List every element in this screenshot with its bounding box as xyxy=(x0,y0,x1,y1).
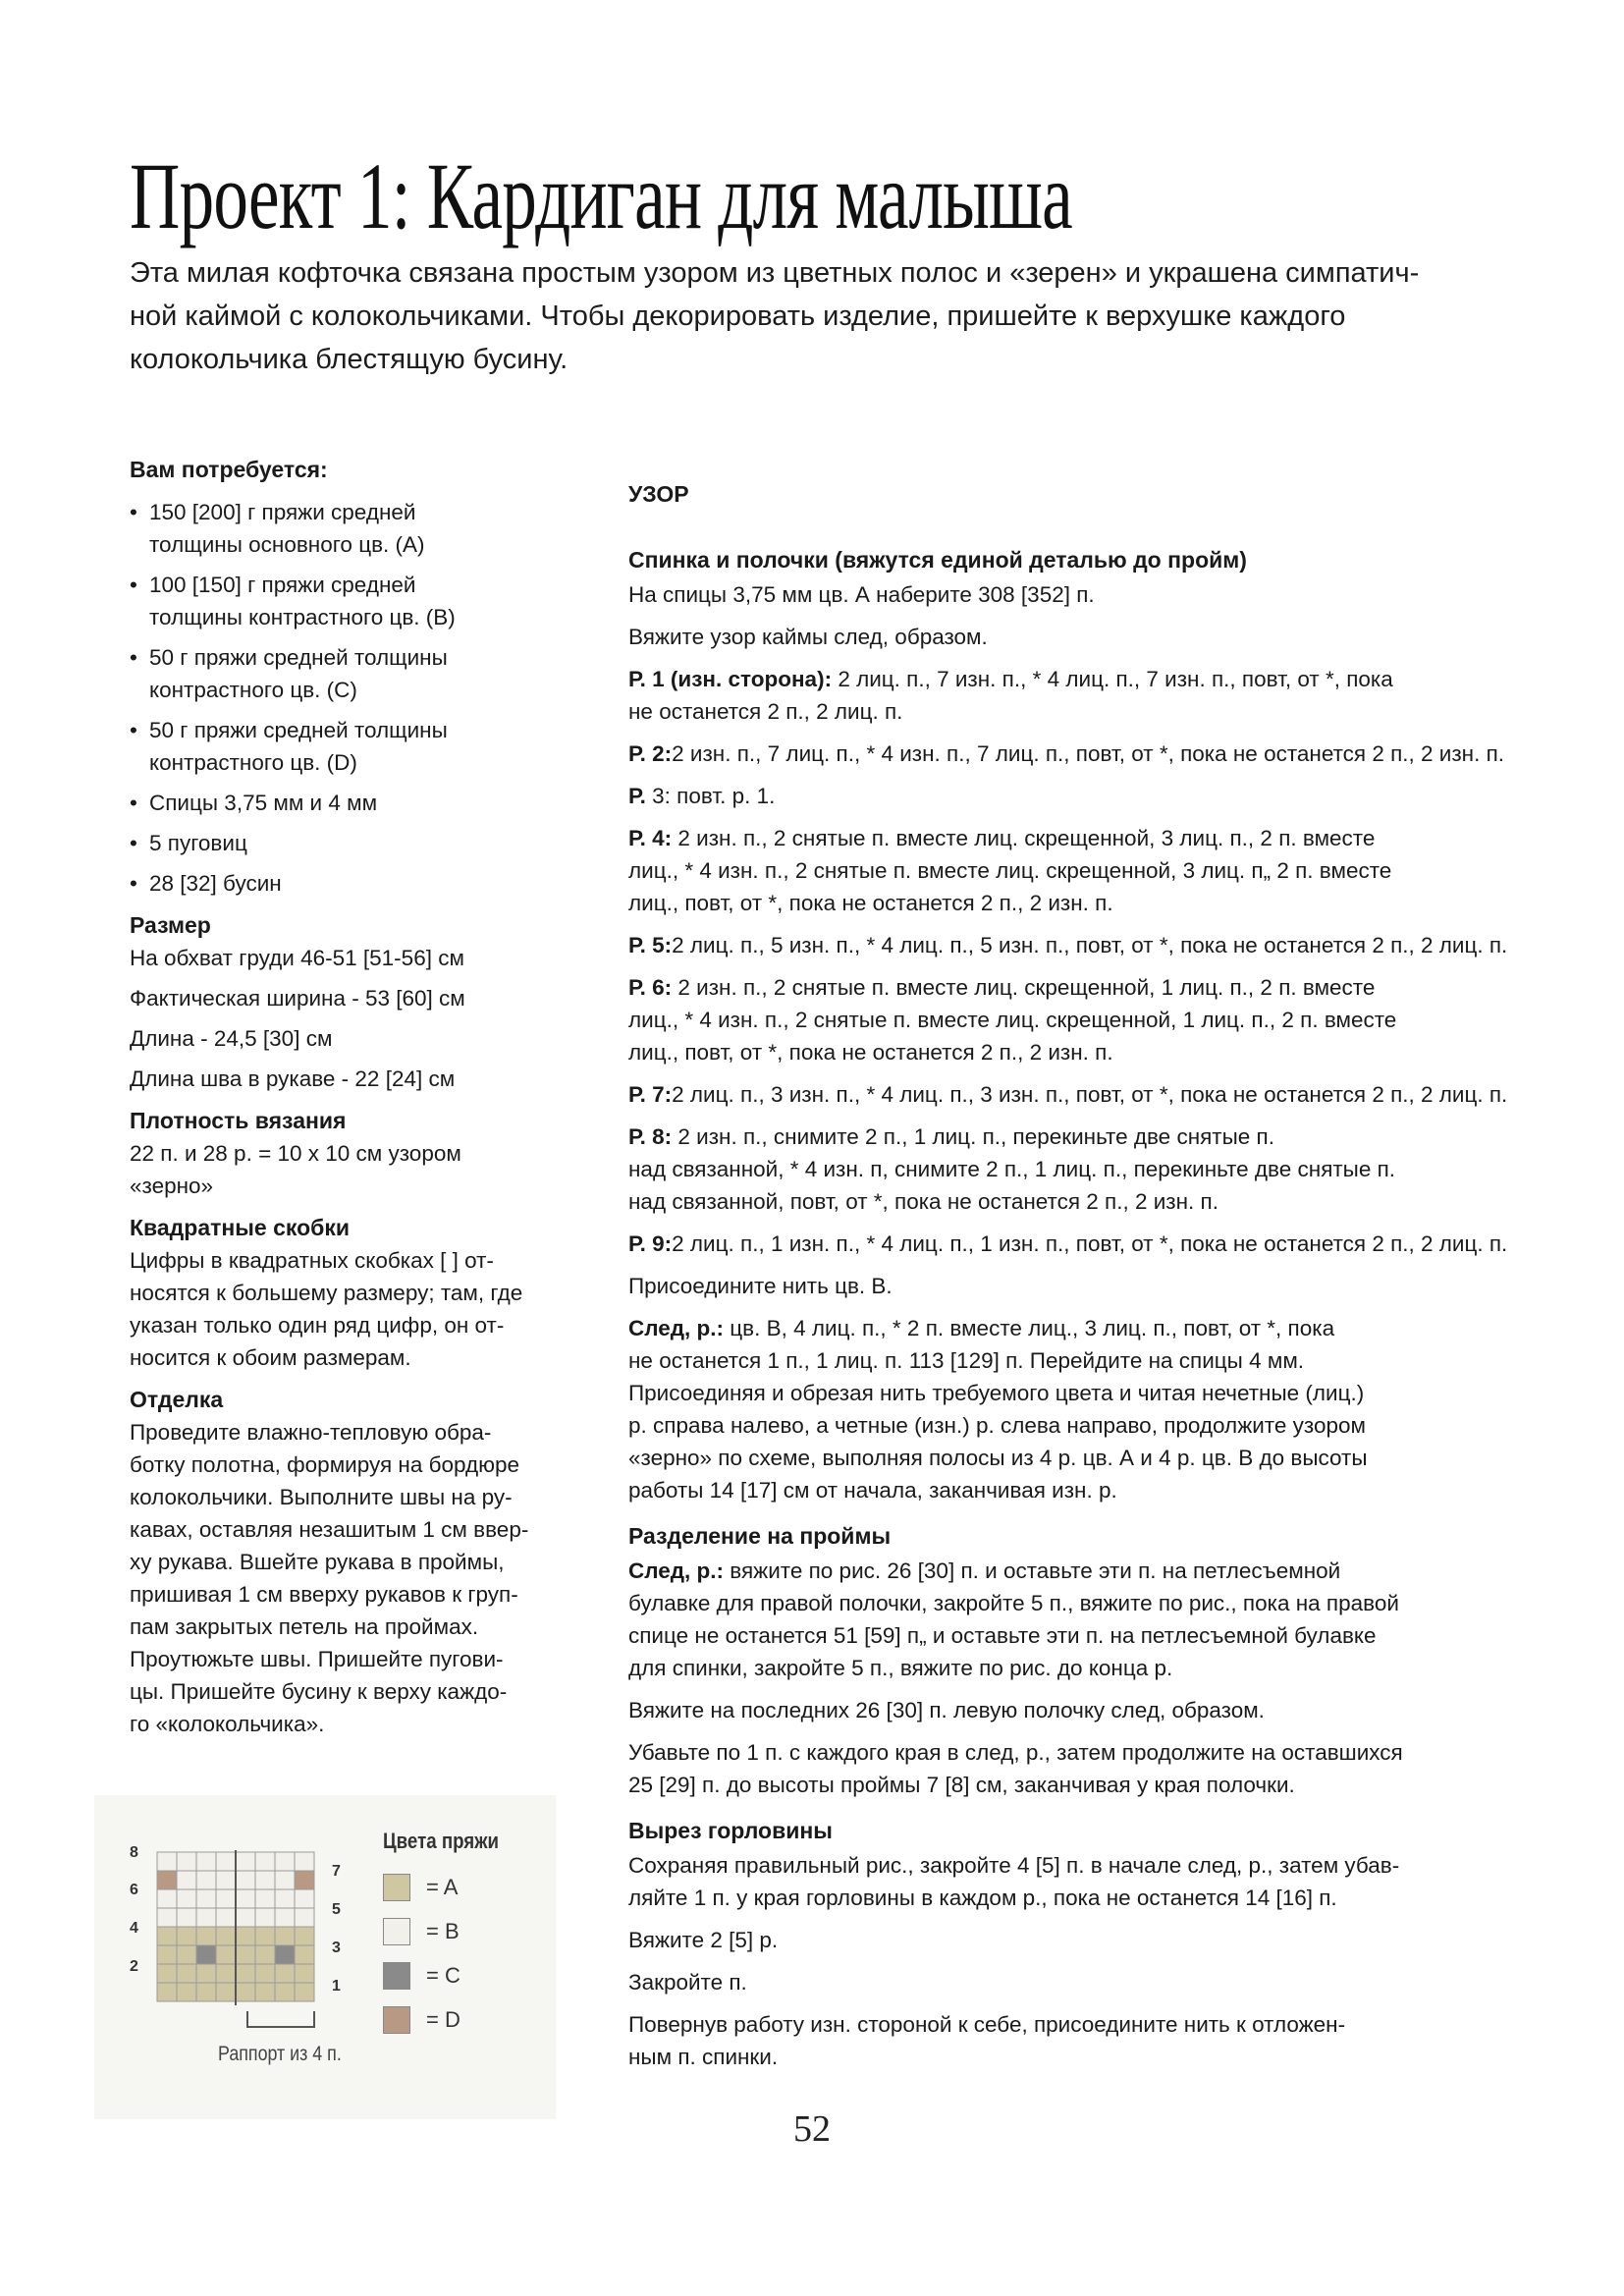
chart-cell xyxy=(275,1889,295,1908)
right-column xyxy=(628,478,1591,2083)
instruction-block xyxy=(628,1966,1591,1998)
brackets-line: Цифры в квадратных скобках [ ] от- xyxy=(130,1248,494,1273)
instruction-block xyxy=(628,621,1591,653)
instruction-text: спице не останется 51 [59] п„ и оставьте эти п. на петлесъемной булавке xyxy=(628,1623,1377,1648)
chart-cell xyxy=(236,1927,255,1945)
list-item-line: 50 г пряжи средней толщины xyxy=(149,718,448,742)
list-item-line: контрастного цв. (C) xyxy=(149,678,357,702)
list-item: • 28 [32] бусин xyxy=(130,867,591,900)
size-heading: Размер xyxy=(130,912,211,938)
instruction-label: Р. xyxy=(628,784,646,808)
instruction-line xyxy=(628,1153,1591,1185)
instruction-block xyxy=(628,1736,1591,1801)
chart-row-number: 6 xyxy=(130,1882,138,1898)
instruction-line xyxy=(628,738,1591,770)
instruction-label: Р. 4: xyxy=(628,826,673,850)
chart-cell xyxy=(295,1889,314,1908)
chart-cell xyxy=(196,1871,216,1889)
instruction-line xyxy=(628,780,1591,812)
instruction-block xyxy=(628,738,1591,770)
instructions-main xyxy=(628,578,1591,1506)
chart-cell xyxy=(216,1927,236,1945)
instruction-line xyxy=(628,1442,1591,1474)
finishing-line: пришивая 1 см вверху рукавов к груп- xyxy=(130,1582,518,1607)
chart-cell xyxy=(236,1871,255,1889)
materials-list xyxy=(130,496,591,900)
instruction-line xyxy=(628,822,1591,854)
page-title: Проект 1: Кардиган для малыша xyxy=(130,143,1072,248)
instruction-line xyxy=(628,1882,1591,1914)
list-item-line: контрастного цв. (D) xyxy=(149,750,357,775)
instruction-label: Р. 8: xyxy=(628,1124,673,1149)
chart-cell xyxy=(236,1908,255,1927)
chart-cell xyxy=(216,1852,236,1871)
instruction-line xyxy=(628,1694,1591,1726)
chart-cell xyxy=(157,1908,177,1927)
instruction-line xyxy=(628,1474,1591,1506)
chart-cell xyxy=(216,1945,236,1964)
instruction-text: «зерно» по схеме, выполняя полосы из 4 р. цв. А и 4 р. цв. В до высоты xyxy=(628,1446,1368,1470)
chart-cell xyxy=(216,1964,236,1983)
instruction-line xyxy=(628,1228,1591,1260)
gauge-section xyxy=(130,1105,591,1202)
list-item: • 150 [200] г пряжи средней толщины основного цв. (А) xyxy=(130,496,591,561)
instruction-text: Сохраняя правильный рис., закройте 4 [5] п. в начале след, р., затем убав- xyxy=(628,1853,1400,1878)
instruction-line xyxy=(628,887,1591,919)
chart-cell xyxy=(196,1889,216,1908)
instruction-label: Р. 9: xyxy=(628,1231,673,1256)
list-item: • 100 [150] г пряжи средней толщины контрастного цв. (B) xyxy=(130,569,591,633)
instruction-line xyxy=(628,578,1591,611)
chart-cell xyxy=(255,1889,275,1908)
chart-cell xyxy=(255,1908,275,1927)
chart-cell xyxy=(196,1852,216,1871)
chart-cell xyxy=(196,1945,216,1964)
legend-item xyxy=(383,1874,540,1907)
instruction-label: Р. 7: xyxy=(628,1082,673,1107)
materials-heading: Вам потребуется: xyxy=(130,457,328,482)
chart-row-number: 2 xyxy=(130,1958,138,1975)
instruction-line xyxy=(628,1078,1591,1111)
chart-row-number: 1 xyxy=(332,1978,341,1995)
instruction-block xyxy=(628,1849,1591,1914)
instruction-line xyxy=(628,1036,1591,1068)
armhole-heading: Разделение на проймы xyxy=(628,1523,892,1549)
instruction-text: ным п. спинки. xyxy=(628,2045,779,2069)
instruction-text: 2 лиц. п., 5 изн. п., * 4 лиц. п., 5 изн. п., повт, от *, пока не останется 2 п., 2 лиц. п. xyxy=(672,933,1508,957)
instruction-label: Р. 6: xyxy=(628,975,673,1000)
chart-cell xyxy=(177,1871,196,1889)
legend-swatch xyxy=(383,1918,410,1945)
chart-cell xyxy=(236,1852,255,1871)
chart-cell xyxy=(157,1945,177,1964)
finishing-line: пам закрытых петель на проймах. xyxy=(130,1614,479,1639)
instruction-block xyxy=(628,1228,1591,1260)
instruction-text: лиц., * 4 изн. п., 2 снятые п. вместе лиц. скрещенной, 3 лиц. п„ 2 п. вместе xyxy=(628,858,1392,883)
instruction-block xyxy=(628,1555,1591,1684)
instruction-line xyxy=(628,1344,1591,1377)
brackets-line: носится к обоим размерам. xyxy=(130,1345,411,1370)
legend-swatch xyxy=(383,2006,410,2034)
instruction-line xyxy=(628,1409,1591,1442)
gauge-line: «зерно» xyxy=(130,1174,214,1198)
chart-cell xyxy=(157,1852,177,1871)
finishing-line: колокольчики. Выполните швы на ру- xyxy=(130,1485,513,1509)
instruction-text: На спицы 3,75 мм цв. А наберите 308 [352] п. xyxy=(628,582,1095,607)
intro-line: Эта милая кофточка связана простым узором из цветных полос и «зерен» и украшена симпатич- xyxy=(130,257,1420,289)
chart-cell xyxy=(275,1852,295,1871)
chart-cell xyxy=(236,1945,255,1964)
size-section xyxy=(130,909,591,1095)
instruction-line xyxy=(628,1924,1591,1956)
instruction-block xyxy=(628,1312,1591,1506)
list-item-line: 100 [150] г пряжи средней xyxy=(149,573,416,597)
list-item: • 50 г пряжи средней толщины контрастного цв. (D) xyxy=(130,714,591,779)
chart-cell xyxy=(295,1964,314,1983)
instructions-armhole xyxy=(628,1555,1591,1801)
chart-cell xyxy=(236,1889,255,1908)
chart-cell xyxy=(255,1964,275,1983)
chart-cell xyxy=(255,1983,275,2001)
instruction-text: не останется 2 п., 2 лиц. п. xyxy=(628,699,903,724)
finishing-line: ботку полотна, формируя на бордюре xyxy=(130,1452,520,1477)
chart-cell xyxy=(275,1983,295,2001)
instruction-text: Присоединяя и обрезая нить требуемого цвета и читая нечетные (лиц.) xyxy=(628,1381,1365,1405)
chart-cell xyxy=(255,1871,275,1889)
instruction-line xyxy=(628,1769,1591,1801)
finishing-line: го «колокольчика». xyxy=(130,1712,325,1736)
finishing-heading: Отделка xyxy=(130,1387,224,1412)
chart-cell xyxy=(295,1927,314,1945)
instruction-text: Вяжите 2 [5] р. xyxy=(628,1928,779,1952)
instruction-block xyxy=(628,2008,1591,2073)
chart-cell xyxy=(255,1945,275,1964)
instruction-label: След, р.: xyxy=(628,1558,725,1583)
chart-cell xyxy=(255,1852,275,1871)
chart-row-number: 4 xyxy=(130,1920,138,1937)
list-item-line: 5 пуговиц xyxy=(149,831,247,855)
instruction-line xyxy=(628,1185,1591,1218)
legend-label: = D xyxy=(426,2007,460,2032)
page-number: 52 xyxy=(793,2108,831,2150)
instruction-text: Вяжите на последних 26 [30] п. левую полочку след, образом. xyxy=(628,1698,1265,1722)
instruction-label: Р. 5: xyxy=(628,933,673,957)
chart-cell xyxy=(157,1927,177,1945)
chart-cell xyxy=(295,1871,314,1889)
legend-swatch xyxy=(383,1962,410,1990)
chart-cell xyxy=(216,1983,236,2001)
chart-cell xyxy=(177,1889,196,1908)
finishing-line: Проведите влажно-тепловую обра- xyxy=(130,1420,492,1445)
list-item: • 50 г пряжи средней толщины контрастного цв. (C) xyxy=(130,641,591,706)
instruction-text: Повернув работу изн. стороной к себе, присоедините нить к отложен- xyxy=(628,2012,1346,2037)
instruction-line xyxy=(628,1849,1591,1882)
instruction-block xyxy=(628,780,1591,812)
chart-cell xyxy=(157,1871,177,1889)
finishing-line: кавах, оставляя незашитым 1 см ввер- xyxy=(130,1517,529,1542)
legend-label: = C xyxy=(426,1963,460,1988)
finishing-section xyxy=(130,1384,591,1740)
brackets-line: носятся к большему размеру; там, где xyxy=(130,1281,523,1305)
chart-cell xyxy=(196,1983,216,2001)
instruction-text: работы 14 [17] см от начала, заканчивая изн. р. xyxy=(628,1478,1117,1503)
chart-cell xyxy=(275,1927,295,1945)
size-line: На обхват груди 46-51 [51-56] см xyxy=(130,946,464,970)
instruction-label: Р. 1 (изн. сторона): xyxy=(628,667,833,691)
instruction-label: След, р.: xyxy=(628,1316,725,1340)
chart-cell xyxy=(275,1871,295,1889)
instruction-text: над связанной, * 4 изн. п, снимите 2 п., 1 лиц. п., перекиньте две снятые п. xyxy=(628,1157,1396,1181)
finishing-line: ху рукава. Вшейте рукава в проймы, xyxy=(130,1550,505,1574)
instruction-text: 2 лиц. п., 3 изн. п., * 4 лиц. п., 3 изн. п., повт, от *, пока не останется 2 п., 2 лиц. п. xyxy=(672,1082,1508,1107)
chart-cell xyxy=(275,1964,295,1983)
brackets-line: указан только один ряд цифр, он от- xyxy=(130,1313,505,1338)
chart-cell xyxy=(177,1945,196,1964)
instruction-text: вяжите по рис. 26 [30] п. и оставьте эти п. на петлесъемной xyxy=(724,1558,1341,1583)
legend-item xyxy=(383,2006,540,2040)
instruction-line xyxy=(628,621,1591,653)
size-line: Длина шва в рукаве - 22 [24] см xyxy=(130,1066,456,1091)
chart-row-number: 5 xyxy=(332,1901,341,1918)
finishing-line: Проутюжьте швы. Пришейте пугови- xyxy=(130,1647,504,1671)
chart-cell xyxy=(177,1983,196,2001)
chart-cell xyxy=(216,1908,236,1927)
legend-label: = A xyxy=(426,1875,459,1899)
instruction-line xyxy=(628,1121,1591,1153)
instruction-text: 2 лиц. п., 1 изн. п., * 4 лиц. п., 1 изн. п., повт, от *, пока не останется 2 п., 2 лиц. п. xyxy=(672,1231,1508,1256)
instruction-line xyxy=(628,695,1591,728)
instruction-text: 2 изн. п., 2 снятые п. вместе лиц. скрещенной, 3 лиц. п., 2 п. вместе xyxy=(672,826,1376,850)
chart-cell xyxy=(216,1889,236,1908)
instruction-block xyxy=(628,578,1591,611)
list-item-line: 50 г пряжи средней толщины xyxy=(149,645,448,670)
instruction-line xyxy=(628,1619,1591,1652)
chart-cell xyxy=(196,1908,216,1927)
list-item: • Спицы 3,75 мм и 4 мм xyxy=(130,787,591,819)
instruction-text: р. справа налево, а четные (изн.) р. слева направо, продолжите узором xyxy=(628,1413,1366,1438)
instruction-block xyxy=(628,1270,1591,1302)
instruction-block xyxy=(628,1078,1591,1111)
instruction-text: ляйте 1 п. у края горловины в каждом р., пока не останется 14 [16] п. xyxy=(628,1886,1337,1910)
instruction-block xyxy=(628,1694,1591,1726)
knitting-chart-grid xyxy=(153,1850,326,2005)
instruction-text: 2 изн. п., 7 лиц. п., * 4 изн. п., 7 лиц. п., повт, от *, пока не останется 2 п., 2 изн. п. xyxy=(672,741,1505,766)
chart-cell xyxy=(196,1964,216,1983)
instruction-line xyxy=(628,971,1591,1004)
back-heading: Спинка и полочки (вяжутся единой деталью до пройм) xyxy=(628,547,1247,573)
brackets-section xyxy=(130,1212,591,1374)
instruction-line xyxy=(628,1004,1591,1036)
chart-cell xyxy=(177,1927,196,1945)
finishing-line: цы. Пришейте бусину к верху каждо- xyxy=(130,1679,508,1704)
instruction-block xyxy=(628,929,1591,961)
gauge-heading: Плотность вязания xyxy=(130,1108,347,1133)
instruction-block xyxy=(628,822,1591,919)
chart-cell xyxy=(295,1945,314,1964)
instruction-line xyxy=(628,1587,1591,1619)
instruction-line xyxy=(628,1377,1591,1409)
list-item-line: Спицы 3,75 мм и 4 мм xyxy=(149,791,378,815)
list-item-line: 150 [200] г пряжи средней xyxy=(149,500,416,524)
chart-cell xyxy=(177,1908,196,1927)
chart-cell xyxy=(196,1927,216,1945)
chart-cell xyxy=(275,1945,295,1964)
instruction-block xyxy=(628,1924,1591,1956)
chart-cell xyxy=(157,1983,177,2001)
instruction-block xyxy=(628,1121,1591,1218)
instruction-text: лиц., * 4 изн. п., 2 снятые п. вместе лиц. скрещенной, 1 лиц. п., 2 п. вместе xyxy=(628,1008,1397,1032)
instruction-text: лиц., повт, от *, пока не останется 2 п., 2 изн. п. xyxy=(628,1040,1113,1065)
chart-cell xyxy=(236,1983,255,2001)
instruction-text: 2 изн. п., снимите 2 п., 1 лиц. п., перекиньте две снятые п. xyxy=(672,1124,1274,1149)
instruction-text: для спинки, закройте 5 п., вяжите по рис. до конца р. xyxy=(628,1656,1173,1680)
intro-line: ной каймой с колокольчиками. Чтобы декорировать изделие, пришейте к верхушке каждого xyxy=(130,301,1346,332)
chart-row-number: 8 xyxy=(130,1844,138,1861)
instructions-neck xyxy=(628,1849,1591,2073)
chart-row-number: 3 xyxy=(332,1940,341,1956)
legend-item xyxy=(383,1962,540,1995)
list-item-line: толщины основного цв. (А) xyxy=(149,532,425,557)
intro-paragraph xyxy=(130,251,1524,381)
instruction-line xyxy=(628,929,1591,961)
instruction-line xyxy=(628,1312,1591,1344)
chart-cell xyxy=(177,1852,196,1871)
chart-cell xyxy=(295,1852,314,1871)
instruction-text: над связанной, повт, от *, пока не останется 2 п., 2 изн. п. xyxy=(628,1189,1218,1214)
instruction-text: не останется 1 п., 1 лиц. п. 113 [129] п. Перейдите на спицы 4 мм. xyxy=(628,1348,1305,1373)
instruction-text: 2 лиц. п., 7 изн. п., * 4 лиц. п., 7 изн. п., повт, от *, пока xyxy=(832,667,1393,691)
list-item-line: толщины контрастного цв. (B) xyxy=(149,605,456,629)
chart-cell xyxy=(157,1889,177,1908)
chart-cell xyxy=(295,1908,314,1927)
repeat-bracket xyxy=(242,2009,320,2037)
intro-line: колокольчика блестящую бусину. xyxy=(130,344,568,375)
chart-cell xyxy=(216,1871,236,1889)
chart-caption: Раппорт из 4 п. xyxy=(218,2043,342,2065)
chart-cell xyxy=(236,1964,255,1983)
legend-label: = B xyxy=(426,1919,460,1943)
pattern-heading: УЗОР xyxy=(628,481,689,507)
instruction-line xyxy=(628,1555,1591,1587)
size-line: Длина - 24,5 [30] см xyxy=(130,1026,333,1051)
legend-item xyxy=(383,1918,540,1951)
instruction-block xyxy=(628,663,1591,728)
chart-row-number: 7 xyxy=(332,1863,341,1880)
instruction-text: Убавьте по 1 п. с каждого края в след, р., затем продолжите на оставшихся xyxy=(628,1740,1403,1765)
instruction-line xyxy=(628,2008,1591,2041)
instruction-text: лиц., повт, от *, пока не останется 2 п., 2 изн. п. xyxy=(628,891,1113,915)
instruction-line xyxy=(628,1270,1591,1302)
instruction-label: Р. 2: xyxy=(628,741,673,766)
gauge-line: 22 п. и 28 р. = 10 х 10 см узором xyxy=(130,1141,461,1166)
instruction-text: 25 [29] п. до высоты проймы 7 [8] см, заканчивая у края полочки. xyxy=(628,1773,1295,1797)
instruction-text: Вяжите узор каймы след, образом. xyxy=(628,625,988,649)
instruction-line xyxy=(628,854,1591,887)
list-item-line: 28 [32] бусин xyxy=(149,871,282,896)
instruction-text: 2 изн. п., 2 снятые п. вместе лиц. скрещенной, 1 лиц. п., 2 п. вместе xyxy=(672,975,1376,1000)
instruction-text: Присоедините нить цв. В. xyxy=(628,1274,893,1298)
instruction-line xyxy=(628,2041,1591,2073)
list-item: • 5 пуговиц xyxy=(130,827,591,859)
instruction-line xyxy=(628,1966,1591,1998)
instruction-text: 3: повт. р. 1. xyxy=(645,784,776,808)
instruction-text: булавке для правой полочки, закройте 5 п., вяжите по рис., пока на правой xyxy=(628,1591,1399,1615)
instruction-text: Закройте п. xyxy=(628,1970,747,1995)
instruction-line xyxy=(628,1736,1591,1769)
legend-title: Цвета пряжи xyxy=(383,1829,499,1853)
instruction-block xyxy=(628,971,1591,1068)
left-column xyxy=(130,454,591,1740)
size-line: Фактическая ширина - 53 [60] см xyxy=(130,986,465,1011)
chart-cell xyxy=(177,1964,196,1983)
chart-cell xyxy=(275,1908,295,1927)
brackets-heading: Квадратные скобки xyxy=(130,1215,350,1240)
neck-heading: Вырез горловины xyxy=(628,1818,833,1843)
chart-cell xyxy=(157,1964,177,1983)
instruction-text: цв. В, 4 лиц. п., * 2 п. вместе лиц., 3 лиц. п., повт, от *, пока xyxy=(724,1316,1335,1340)
instruction-line xyxy=(628,1652,1591,1684)
chart-cell xyxy=(295,1983,314,2001)
instruction-line xyxy=(628,663,1591,695)
legend-swatch xyxy=(383,1874,410,1901)
chart-cell xyxy=(255,1927,275,1945)
